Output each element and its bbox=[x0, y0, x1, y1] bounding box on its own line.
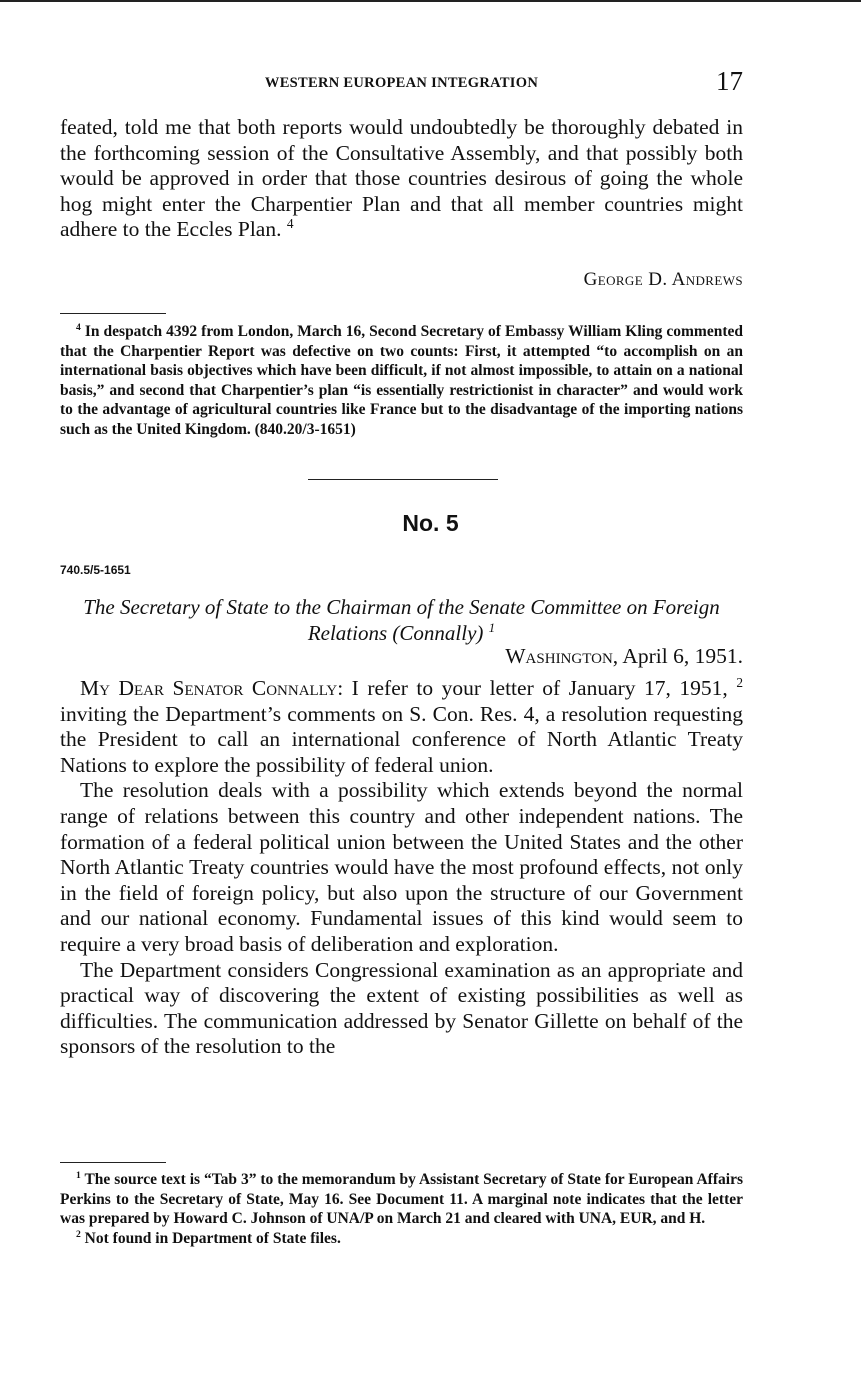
footnote-4-text: $^4$ In despatch 4392 from London, March 16, Second Secretary of Embassy William Kling commented that the Charpentier Report was defective on two counts: First, it attempted “to accomplish on an international basis objectives which have been difficult, if not almost impossible, to attain on a national basis,” and second that Charpentier’s plan “is essentially restrictionist in character” and would work to the advantage of agricultural countries like France but to the disadvantage of the importing nations such as the United Kingdom. (840.20/3-1651) bbox=[60, 321, 744, 438]
footnote-marker: 2 bbox=[76, 1228, 81, 1240]
closing-paragraph: feated, told me that both reports would undoubtedly be thoroughly debated in the forthcoming session of the Consultative Assembly, and that possibly both would be approved in order that those countries desirous of going the whole hog might enter the Charpentier Plan and that all member countries might adhere to the Eccles Plan. $^4$ bbox=[60, 115, 743, 242]
footnote-1: $^1$ The source text is “Tab 3” to the memorandum by Assistant Secretary of State for European Affairs Perkins to the Secretary of State, May 16. See Document 11. A marginal note indicates that the letter was prepared by Howard C. Johnson of UNA/P on March 21 and cleared with UNA, EUR, and H. bbox=[60, 1169, 743, 1228]
footnote-ref: 4 bbox=[286, 216, 294, 232]
file-number: 740.5/5-1651 bbox=[60, 563, 131, 577]
footnote-2: $^2$ Not found in Department of State files. bbox=[76, 1228, 341, 1247]
page-header bbox=[60, 66, 743, 100]
running-head: WESTERN EUROPEAN INTEGRATION bbox=[264, 75, 539, 91]
footnote-ref: 2 bbox=[736, 674, 743, 690]
paragraph-3: The Department considers Congressional examination as an appropriate and practical way of discovering the extent of existing possibilities as well as difficulties. The communication addressed by Senator Gillette on behalf of the sponsors of the resolution to the bbox=[60, 957, 743, 1059]
top-border bbox=[0, 0, 861, 2]
salutation: My Dear Senator Connally bbox=[80, 676, 338, 700]
dateline bbox=[505, 644, 743, 669]
footnotes bbox=[60, 1170, 743, 1248]
dateline-date: , April 6, 1951. bbox=[612, 644, 743, 668]
footnote-rule bbox=[60, 1162, 166, 1163]
footnote-marker: 1 bbox=[76, 1169, 81, 1181]
footnote-4 bbox=[60, 322, 743, 440]
signature: George D. Andrews bbox=[583, 269, 743, 290]
dateline-place: Washington bbox=[505, 644, 613, 668]
footnote-marker: 4 bbox=[76, 321, 81, 333]
document-title: The Secretary of State to the Chairman of the Senate Committee on Foreign Relations (Connally) $^1$ bbox=[83, 595, 720, 645]
letter-body bbox=[60, 676, 743, 1060]
paragraph-1: My Dear Senator Connally: I refer to your letter of January 17, 1951, $^2$ inviting the Department’s comments on S. Con. Res. 4, a resolution requesting the President to call an international conference of North Atlantic Treaty Nations to explore the possibility of federal union. bbox=[60, 674, 743, 777]
footnote-rule bbox=[60, 313, 166, 314]
paragraph-2: The resolution deals with a possibility which extends beyond the normal range of relations between this country and other independent nations. The formation of a federal political union between the United States and the other North Atlantic Treaty countries would have the most profound effects, not only in the field of foreign policy, but also upon the structure of our Government and our national economy. Fundamental issues of this kind would seem to require a very broad basis of deliberation and exploration. bbox=[60, 778, 743, 956]
title-footnote-ref: 1 bbox=[488, 619, 496, 635]
document-number: No. 5 bbox=[402, 510, 459, 536]
page-number: 17 bbox=[716, 66, 743, 96]
prior-document-closing bbox=[60, 115, 743, 243]
section-divider bbox=[308, 479, 498, 480]
